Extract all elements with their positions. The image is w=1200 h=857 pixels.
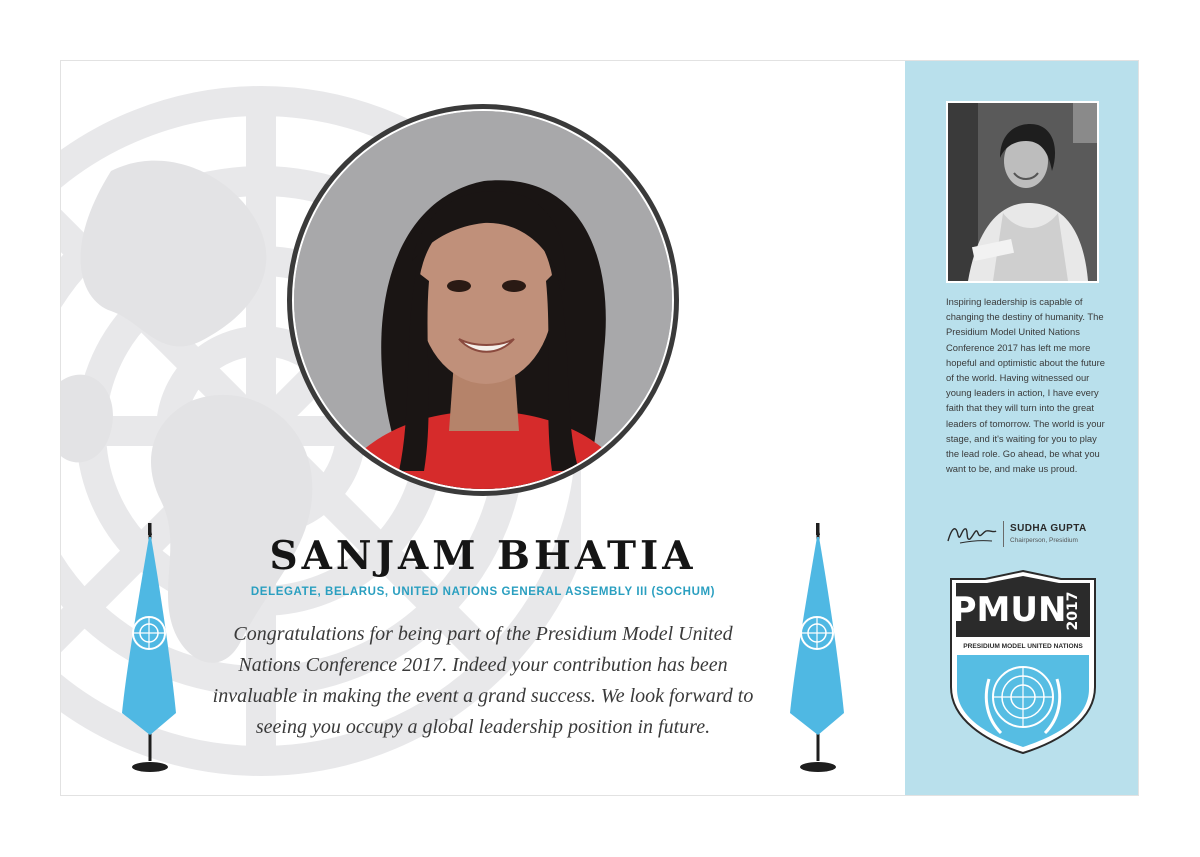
main-panel bbox=[61, 61, 905, 796]
signature-divider bbox=[1003, 521, 1004, 547]
certificate-card bbox=[60, 60, 1139, 796]
badge-logo-text: PMUN bbox=[951, 590, 1067, 630]
un-flag-right-icon bbox=[786, 523, 850, 773]
signature-block bbox=[946, 519, 1106, 549]
chairperson-quote: Inspiring leadership is capable of changing the destiny of humanity. The Presidium Model United Nations Conference 2017 has left me more hopeful and optimistic about the future of the world. Having witnessed our young leaders in action, I have every faith that they will turn into the great leaders of tomorrow. The world is your stage, and it's waiting for you to play the lead role. Go ahead, be what you want to be, and make us proud. bbox=[946, 296, 1105, 475]
delegate-portrait-illustration bbox=[294, 111, 672, 489]
badge-year: 2017 bbox=[1065, 591, 1081, 631]
chairperson-photo bbox=[946, 101, 1099, 283]
delegate-role: DELEGATE, BELARUS, UNITED NATIONS GENERAL ASSEMBLY III (SOCHUM) bbox=[250, 586, 716, 598]
signatory-name: SUDHA GUPTA bbox=[1010, 523, 1087, 534]
sidebar bbox=[905, 61, 1139, 796]
pmun-badge-logo bbox=[949, 569, 1097, 755]
un-flag-left-icon bbox=[118, 523, 182, 773]
signatory-title: Chairperson, Presidium bbox=[1010, 537, 1078, 544]
delegate-name: SANJAM BHATIA bbox=[269, 533, 697, 579]
signature-icon bbox=[946, 521, 998, 547]
congratulation-message: Congratulations for being part of the Presidium Model United Nations Conference 2017. Indeed your contribution has been invaluable in making the event a grand success. We look forward to seeing you occupy a global leadership position in future. bbox=[212, 623, 754, 738]
badge-org-name: PRESIDIUM MODEL UNITED NATIONS bbox=[963, 643, 1083, 650]
chairperson-portrait-illustration bbox=[948, 103, 1097, 281]
delegate-photo bbox=[294, 111, 672, 489]
